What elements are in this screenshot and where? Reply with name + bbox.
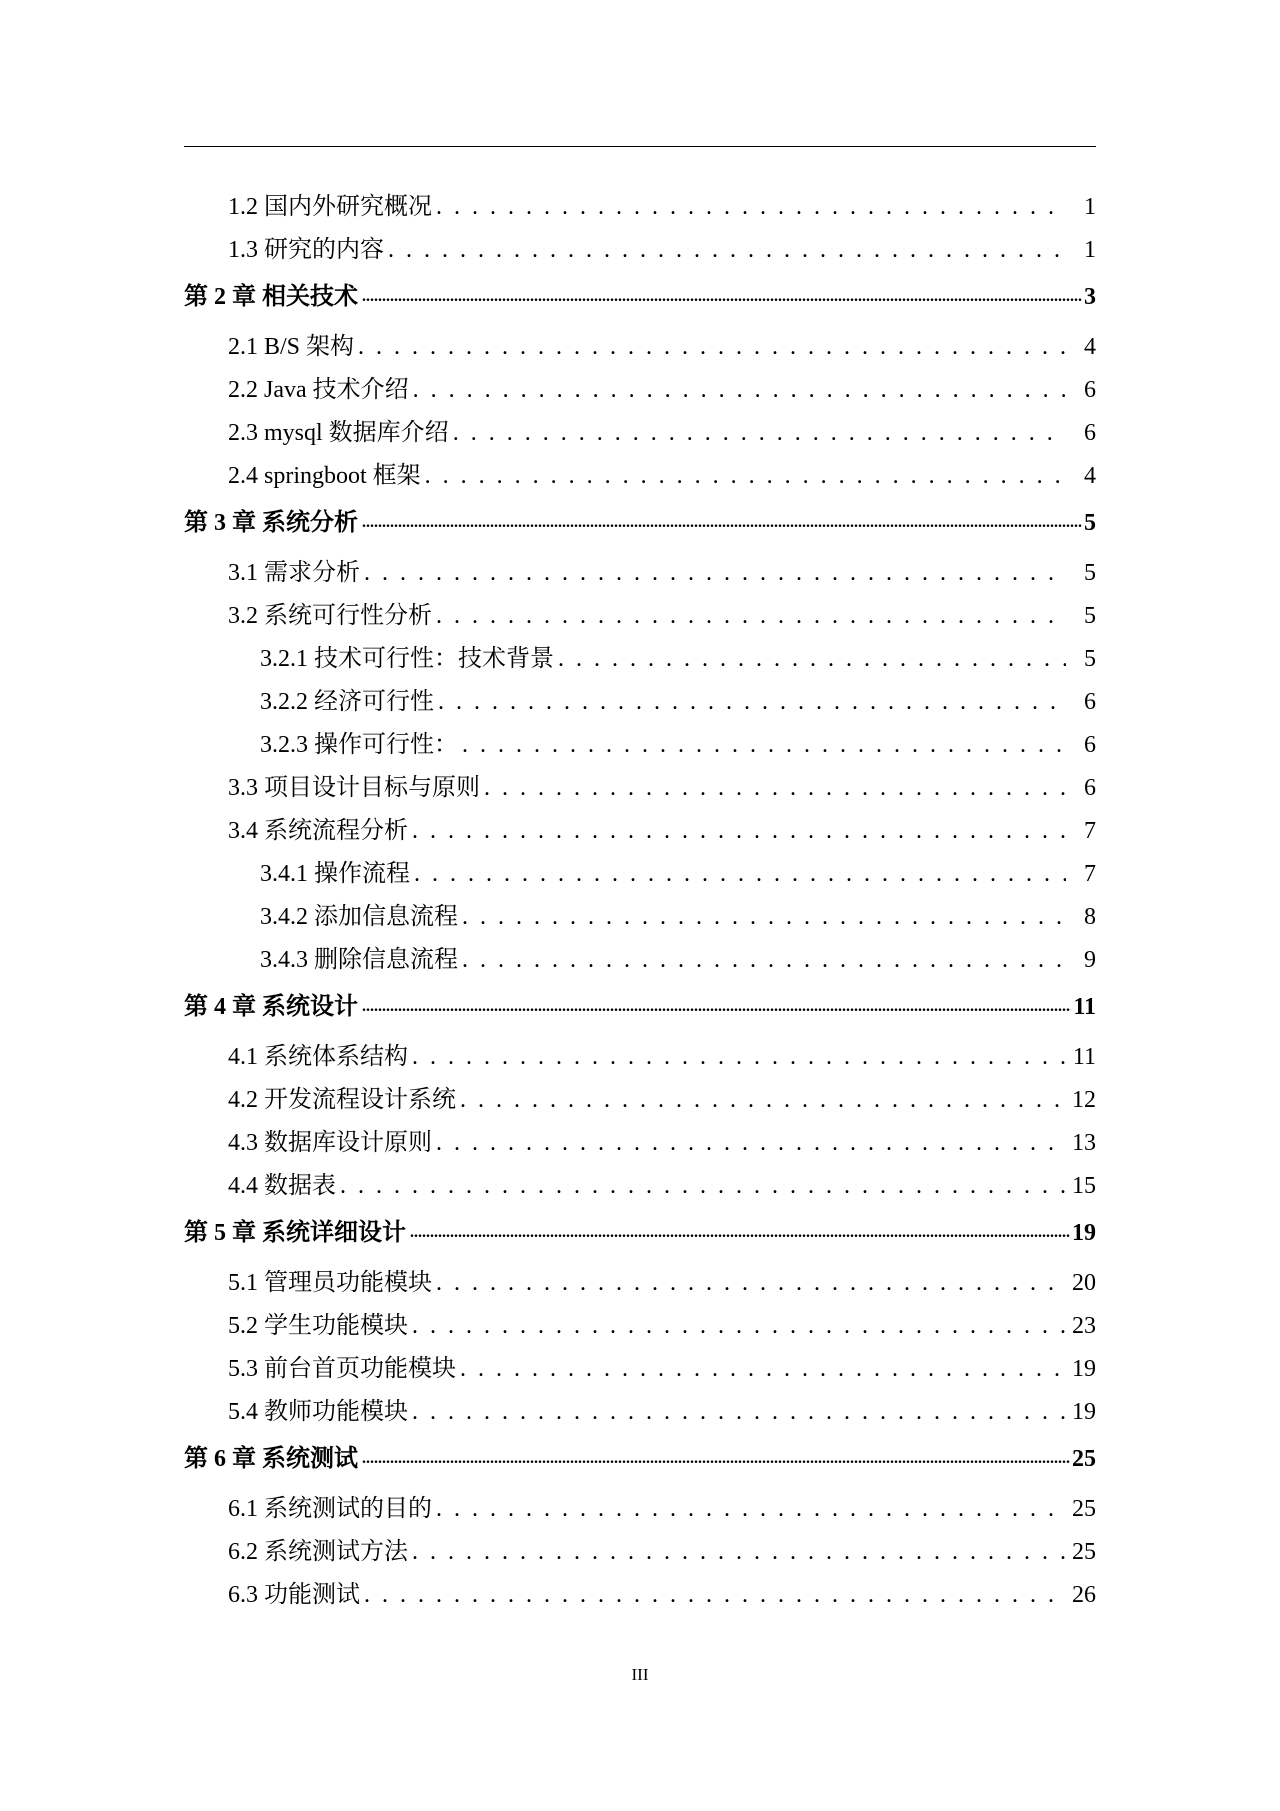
toc-dot-leader: [410, 1210, 1070, 1256]
toc-entry-page-number: 13: [1072, 1130, 1096, 1156]
toc-dot-leader: [362, 274, 1082, 320]
toc-entry-title: 5.3 前台首页功能模块: [228, 1356, 456, 1382]
toc-section-entry[interactable]: [184, 1391, 1096, 1434]
toc-entry-title: 5.2 学生功能模块: [228, 1313, 408, 1339]
toc-entry-page-number: 4: [1084, 334, 1096, 360]
toc-dot-leader: [462, 724, 1066, 767]
toc-section-entry[interactable]: [184, 853, 1096, 896]
toc-entry-page-number: 26: [1072, 1582, 1096, 1608]
toc-section-entry[interactable]: [184, 1574, 1096, 1617]
toc-entry-page-number: 6: [1084, 775, 1096, 801]
toc-dot-leader: [436, 1488, 1066, 1531]
header-rule: [184, 146, 1096, 147]
toc-entry-title: 2.2 Java 技术介绍: [228, 377, 409, 403]
toc-entry-page-number: 11: [1073, 994, 1096, 1020]
toc-section-entry[interactable]: [184, 1262, 1096, 1305]
toc-dot-leader: [436, 595, 1066, 638]
toc-entry-title: 1.2 国内外研究概况: [228, 194, 432, 220]
toc-entry-title: 2.4 springboot 框架: [228, 463, 421, 489]
toc-dot-leader: [412, 1391, 1066, 1434]
toc-entry-page-number: 7: [1084, 818, 1096, 844]
toc-entry-page-number: 5: [1084, 646, 1096, 672]
toc-entry-title: 3.4 系统流程分析: [228, 818, 408, 844]
toc-entry-title: 5.4 教师功能模块: [228, 1399, 408, 1425]
toc-entry-title: 2.1 B/S 架构: [228, 334, 355, 360]
toc-dot-leader: [438, 681, 1066, 724]
toc-chapter-entry[interactable]: [184, 1436, 1096, 1482]
toc-entry-page-number: 5: [1084, 560, 1096, 586]
toc-entry-title: 5.1 管理员功能模块: [228, 1270, 432, 1296]
toc-section-entry[interactable]: [184, 1348, 1096, 1391]
toc-dot-leader: [484, 767, 1066, 810]
toc-section-entry[interactable]: [184, 896, 1096, 939]
toc-entry-title: 4.1 系统体系结构: [228, 1044, 408, 1070]
toc-entry-page-number: 25: [1072, 1539, 1096, 1565]
toc-entry-title: 6.3 功能测试: [228, 1582, 360, 1608]
toc-entry-title: 第 5 章 系统详细设计: [184, 1220, 406, 1246]
toc-chapter-entry[interactable]: [184, 1210, 1096, 1256]
toc-dot-leader: [362, 500, 1082, 546]
toc-section-entry[interactable]: [184, 681, 1096, 724]
toc-section-entry[interactable]: [184, 1488, 1096, 1531]
toc-entry-title: 3.4.3 删除信息流程: [260, 947, 458, 973]
toc-entry-page-number: 1: [1084, 194, 1096, 220]
toc-entry-title: 1.3 研究的内容: [228, 237, 384, 263]
toc-entry-page-number: 15: [1072, 1173, 1096, 1199]
toc-section-entry[interactable]: [184, 1165, 1096, 1208]
toc-section-entry[interactable]: [184, 810, 1096, 853]
toc-dot-leader: [364, 1574, 1066, 1617]
toc-entry-title: 3.4.1 操作流程: [260, 861, 410, 887]
toc-dot-leader: [460, 1079, 1066, 1122]
toc-entry-page-number: 4: [1084, 463, 1096, 489]
toc-entry-page-number: 19: [1072, 1356, 1096, 1382]
toc-dot-leader: [412, 1305, 1066, 1348]
toc-dot-leader: [412, 810, 1066, 853]
toc-dot-leader: [364, 552, 1066, 595]
toc-entry-page-number: 6: [1084, 689, 1096, 715]
toc-entry-page-number: 1: [1084, 237, 1096, 263]
table-of-contents: [184, 186, 1096, 1617]
toc-section-entry[interactable]: [184, 326, 1096, 369]
toc-section-entry[interactable]: [184, 552, 1096, 595]
toc-dot-leader: [462, 896, 1066, 939]
toc-entry-page-number: 7: [1084, 861, 1096, 887]
toc-entry-title: 第 3 章 系统分析: [184, 510, 358, 536]
toc-section-entry[interactable]: [184, 229, 1096, 272]
toc-section-entry[interactable]: [184, 724, 1096, 767]
toc-chapter-entry[interactable]: [184, 500, 1096, 546]
toc-section-entry[interactable]: [184, 1122, 1096, 1165]
toc-dot-leader: [413, 369, 1066, 412]
toc-entry-page-number: 5: [1084, 603, 1096, 629]
toc-entry-title: 3.2.3 操作可行性：: [260, 732, 458, 758]
toc-entry-page-number: 9: [1084, 947, 1096, 973]
toc-entry-page-number: 5: [1084, 510, 1096, 536]
toc-section-entry[interactable]: [184, 939, 1096, 982]
toc-section-entry[interactable]: [184, 186, 1096, 229]
toc-entry-page-number: 3: [1084, 284, 1096, 310]
toc-entry-page-number: 6: [1084, 420, 1096, 446]
toc-chapter-entry[interactable]: [184, 274, 1096, 320]
toc-entry-title: 6.2 系统测试方法: [228, 1539, 408, 1565]
toc-section-entry[interactable]: [184, 1305, 1096, 1348]
toc-section-entry[interactable]: [184, 595, 1096, 638]
toc-entry-page-number: 11: [1072, 1044, 1096, 1070]
toc-dot-leader: [412, 1531, 1066, 1574]
toc-section-entry[interactable]: [184, 767, 1096, 810]
toc-section-entry[interactable]: [184, 412, 1096, 455]
toc-entry-page-number: 19: [1072, 1220, 1096, 1246]
toc-entry-page-number: 25: [1072, 1446, 1096, 1472]
toc-dot-leader: [460, 1348, 1066, 1391]
toc-section-entry[interactable]: [184, 1079, 1096, 1122]
toc-entry-page-number: 25: [1072, 1496, 1096, 1522]
toc-entry-page-number: 6: [1084, 732, 1096, 758]
toc-section-entry[interactable]: [184, 455, 1096, 498]
toc-dot-leader: [425, 455, 1066, 498]
toc-entry-title: 3.1 需求分析: [228, 560, 360, 586]
toc-dot-leader: [388, 229, 1066, 272]
toc-entry-title: 3.3 项目设计目标与原则: [228, 775, 480, 801]
toc-entry-title: 3.2 系统可行性分析: [228, 603, 432, 629]
toc-entry-page-number: 6: [1084, 377, 1096, 403]
toc-dot-leader: [453, 412, 1066, 455]
toc-entry-title: 3.4.2 添加信息流程: [260, 904, 458, 930]
toc-entry-page-number: 20: [1072, 1270, 1096, 1296]
toc-dot-leader: [436, 1122, 1066, 1165]
toc-entry-title: 第 2 章 相关技术: [184, 284, 358, 310]
toc-chapter-entry[interactable]: [184, 984, 1096, 1030]
toc-section-entry[interactable]: [184, 1531, 1096, 1574]
toc-dot-leader: [436, 186, 1066, 229]
toc-section-entry[interactable]: [184, 369, 1096, 412]
toc-entry-title: 4.4 数据表: [228, 1173, 336, 1199]
toc-dot-leader: [558, 638, 1066, 681]
toc-dot-leader: [358, 326, 1066, 369]
toc-entry-title: 4.3 数据库设计原则: [228, 1130, 432, 1156]
toc-entry-page-number: 8: [1084, 904, 1096, 930]
toc-entry-title: 6.1 系统测试的目的: [228, 1496, 432, 1522]
toc-entry-page-number: 12: [1072, 1087, 1096, 1113]
toc-entry-page-number: 19: [1072, 1399, 1096, 1425]
toc-entry-title: 4.2 开发流程设计系统: [228, 1087, 456, 1113]
toc-section-entry[interactable]: [184, 638, 1096, 681]
toc-dot-leader: [412, 1036, 1066, 1079]
toc-dot-leader: [462, 939, 1066, 982]
toc-entry-title: 2.3 mysql 数据库介绍: [228, 420, 449, 446]
toc-dot-leader: [414, 853, 1066, 896]
toc-entry-title: 3.2.1 技术可行性：技术背景: [260, 646, 554, 672]
toc-entry-title: 第 6 章 系统测试: [184, 1446, 358, 1472]
toc-dot-leader: [362, 1436, 1070, 1482]
toc-dot-leader: [362, 984, 1071, 1030]
toc-dot-leader: [436, 1262, 1066, 1305]
page-footer-number: III: [631, 1665, 649, 1684]
toc-entry-page-number: 23: [1072, 1313, 1096, 1339]
toc-section-entry[interactable]: [184, 1036, 1096, 1079]
toc-dot-leader: [340, 1165, 1066, 1208]
toc-entry-title: 第 4 章 系统设计: [184, 994, 358, 1020]
toc-entry-title: 3.2.2 经济可行性: [260, 689, 434, 715]
